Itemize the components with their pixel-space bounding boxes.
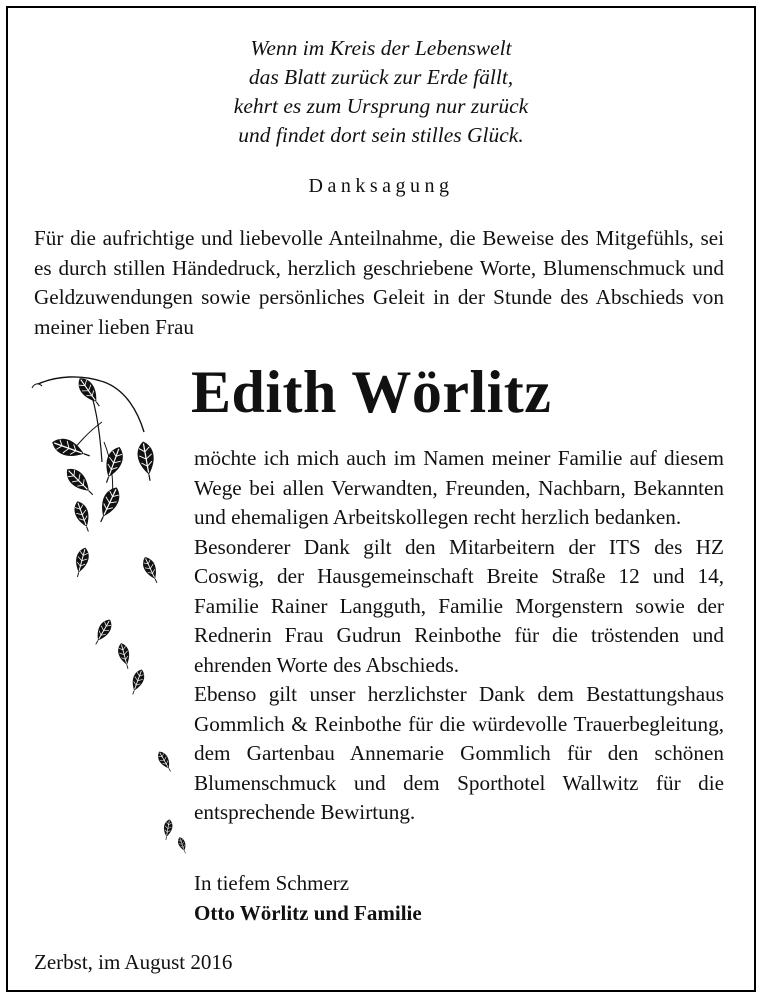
intro-text: Für die aufrichtige und liebevolle Anteilnahme, die Beweise des Mitgefühls, sei es durch stillen Händedruck, herzlich geschriebene Worte, Blumenschmuck und Geldzuwendungen sowie persönliches Geleit in der Stunde des Abschieds von meiner lieben Frau (34, 226, 724, 339)
closing-line: In tiefem Schmerz (194, 871, 350, 895)
poem (8, 34, 754, 150)
deceased-name: Edith Wörlitz (191, 359, 552, 425)
body-paragraph: Besonderer Dank gilt den Mitarbeitern der ITS des HZ Coswig, der Hausgemeinschaft Breite Straße 12 und 14, Familie Rainer Langguth, Familie Morgenstern sowie der Rednerin Frau Gudrun Reinbothe für die tröstenden und ehrenden Worte des Abschieds. (194, 534, 724, 677)
place-date: Zerbst, im August 2016 (34, 950, 233, 974)
signature: Otto Wörlitz und Familie (194, 901, 422, 925)
heading: Danksagung (308, 175, 454, 197)
poem-line: Wenn im Kreis der Lebenswelt (250, 36, 512, 60)
poem-line: und findet dort sein stilles Glück. (238, 123, 524, 147)
falling-birch-leaves-icon (26, 362, 186, 862)
body-paragraph: Ebenso gilt unser herzlichster Dank dem Bestattungshaus Gommlich & Reinbothe für die würdevolle Trauerbegleitung, dem Gartenbau Annemarie Gommlich für den schönen Blumenschmuck und dem Sporthotel Wallwitz für die entsprechende Bewirtung. (194, 682, 724, 824)
body-text (194, 444, 724, 828)
poem-line: das Blatt zurück zur Erde fällt, (248, 65, 514, 89)
body-paragraph: möchte ich mich auch im Namen meiner Familie auf diesem Wege bei allen Verwandten, Freunden, Nachbarn, Bekannten und ehemaligen Arbeitskollegen recht herzlich bedanken. (194, 446, 724, 529)
poem-line: kehrt es zum Ursprung nur zurück (233, 94, 529, 118)
obituary-card (6, 6, 756, 992)
closing (194, 868, 422, 928)
